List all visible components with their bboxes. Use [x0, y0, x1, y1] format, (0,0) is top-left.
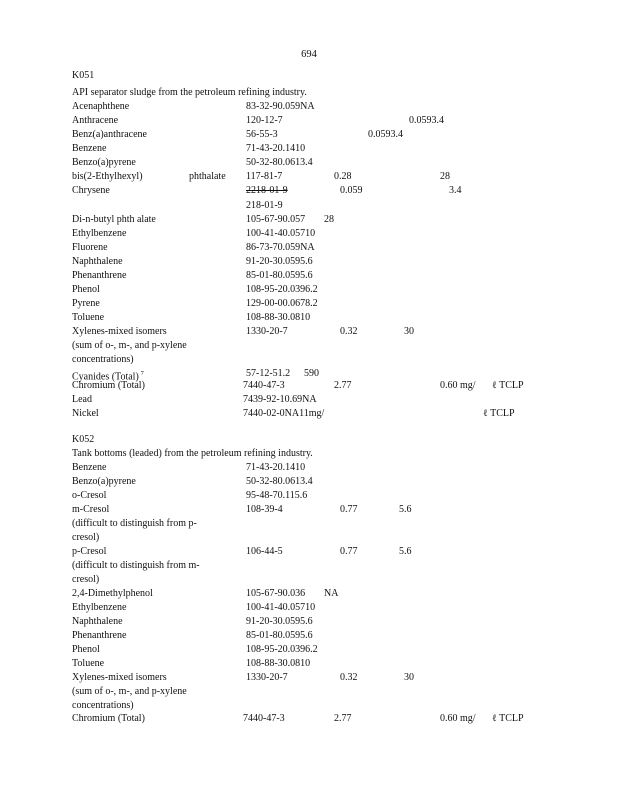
text-cell: 28 [440, 171, 450, 182]
text-line [0, 170, 618, 184]
text-line [0, 531, 618, 545]
text-line [0, 559, 618, 573]
text-line [0, 339, 618, 353]
text-cell: Chrysene [72, 185, 110, 196]
text-line [0, 407, 618, 421]
text-line [0, 255, 618, 269]
text-line [0, 100, 618, 114]
text-cell: K052 [72, 434, 95, 445]
text-line [0, 393, 618, 407]
text-cell: 7440-47-3 [243, 713, 285, 724]
text-cell: Pyrene [72, 298, 100, 309]
text-cell: Di-n-butyl phth alate [72, 214, 156, 225]
text-line [0, 615, 618, 629]
text-cell: 0.60 mg/ [440, 380, 476, 391]
text-cell: cresol) [72, 532, 100, 543]
text-cell: 7440-47-3 [243, 380, 285, 391]
text-cell: phthalate [189, 171, 226, 182]
text-cell: (difficult to distinguish from m- [72, 560, 200, 571]
page-number: 694 [301, 49, 317, 60]
text-line [0, 325, 618, 339]
text-cell: 108-95-20.0396.2 [246, 284, 318, 295]
text-cell: ℓ TCLP [483, 408, 515, 419]
text-cell: 71-43-20.1410 [246, 143, 306, 154]
text-line [0, 311, 618, 325]
text-cell: ℓ TCLP [492, 380, 524, 391]
text-cell: 218-01-9 [246, 200, 283, 211]
text-cell: 7440-02-0NA11mg/ [243, 408, 325, 419]
text-line [0, 227, 618, 241]
text-cell: Chromium (Total) [72, 380, 145, 391]
text-line [0, 447, 618, 461]
text-cell: p-Cresol [72, 546, 107, 557]
text-cell: Xylenes-mixed isomers [72, 672, 167, 683]
text-cell: 30 [404, 326, 414, 337]
text-cell: Toluene [72, 658, 105, 669]
text-cell: 57-12-51.2 [246, 368, 291, 379]
text-line [0, 213, 618, 227]
text-line [0, 671, 618, 685]
text-cell: 120-12-7 [246, 115, 283, 126]
text-cell: 2218-01-9 [246, 185, 288, 196]
text-cell: Toluene [72, 312, 105, 323]
text-cell: Phenanthrene [72, 270, 127, 281]
text-cell: 105-67-90.036 [246, 588, 306, 599]
text-cell: 0.60 mg/ [440, 713, 476, 724]
text-line [0, 156, 618, 170]
text-cell: Acenaphthene [72, 101, 130, 112]
text-cell: 7439-92-10.69NA [243, 394, 317, 405]
text-cell: 95-48-70.115.6 [246, 490, 308, 501]
text-cell: 85-01-80.0595.6 [246, 270, 313, 281]
text-cell: Ethylbenzene [72, 228, 127, 239]
text-cell: 0.32 [340, 326, 358, 337]
text-cell: 117-81-7 [246, 171, 283, 182]
text-line [0, 241, 618, 255]
text-cell: ℓ TCLP [492, 713, 524, 724]
text-cell: 1330-20-7 [246, 672, 288, 683]
text-line [0, 503, 618, 517]
text-cell: Benzo(a)pyrene [72, 476, 136, 487]
text-cell: 5.6 [399, 504, 412, 515]
text-cell: Phenol [72, 284, 100, 295]
text-cell: 108-88-30.0810 [246, 658, 311, 669]
text-cell: 100-41-40.05710 [246, 228, 316, 239]
text-cell: (sum of o-, m-, and p-xylene [72, 686, 187, 697]
text-line [0, 461, 618, 475]
text-cell: 5.6 [399, 546, 412, 557]
text-cell: 3.4 [449, 185, 462, 196]
text-cell: Benzene [72, 462, 107, 473]
text-line [0, 517, 618, 531]
text-cell: Benzo(a)pyrene [72, 157, 136, 168]
text-cell: Benzene [72, 143, 107, 154]
text-cell: m-Cresol [72, 504, 110, 515]
text-cell: K051 [72, 70, 95, 81]
text-cell: 2.77 [334, 380, 352, 391]
text-cell: Naphthalene [72, 256, 123, 267]
text-cell: 91-20-30.0595.6 [246, 256, 313, 267]
text-line [0, 269, 618, 283]
text-line [0, 489, 618, 503]
text-cell: 28 [324, 214, 334, 225]
footnote-marker: 7 [140, 371, 144, 377]
text-cell: 50-32-80.0613.4 [246, 157, 313, 168]
text-line [0, 433, 618, 447]
text-line [0, 86, 618, 100]
text-cell: (difficult to distinguish from p- [72, 518, 197, 529]
text-cell: 108-88-30.0810 [246, 312, 311, 323]
text-line [0, 699, 618, 713]
text-line [0, 573, 618, 587]
text-line [0, 601, 618, 615]
text-cell: concentrations) [72, 700, 134, 711]
text-line [0, 587, 618, 601]
text-cell: 0.059 [340, 185, 363, 196]
text-line [0, 545, 618, 559]
text-cell: 590 [304, 368, 319, 379]
text-line [0, 712, 618, 726]
text-cell: bis(2-Ethylhexyl) [72, 171, 143, 182]
text-cell: 106-44-5 [246, 546, 283, 557]
text-cell: API separator sludge from the petroleum refining industry. [72, 87, 307, 98]
text-line [0, 379, 618, 393]
text-cell: Cyanides (Total) $^7$ [72, 371, 144, 383]
text-cell: 129-00-00.0678.2 [246, 298, 318, 309]
text-cell: Fluorene [72, 242, 108, 253]
text-cell: 2,4-Dimethylphenol [72, 588, 153, 599]
text-cell: cresol) [72, 574, 100, 585]
text-cell: Naphthalene [72, 616, 123, 627]
text-cell: Chromium (Total) [72, 713, 145, 724]
text-cell: 0.0593.4 [409, 115, 444, 126]
text-line [0, 657, 618, 671]
text-cell: 1330-20-7 [246, 326, 288, 337]
text-cell: (sum of o-, m-, and p-xylene [72, 340, 187, 351]
text-cell: Phenol [72, 644, 100, 655]
text-cell: 108-95-20.0396.2 [246, 644, 318, 655]
text-cell: concentrations) [72, 354, 134, 365]
text-line [0, 475, 618, 489]
text-cell: 0.77 [340, 504, 358, 515]
text-cell: o-Cresol [72, 490, 107, 501]
text-cell: 56-55-3 [246, 129, 278, 140]
text-line [0, 685, 618, 699]
text-line [0, 184, 618, 198]
text-cell: Lead [72, 394, 92, 405]
text-line [0, 128, 618, 142]
text-cell: Nickel [72, 408, 99, 419]
text-cell: 0.32 [340, 672, 358, 683]
text-line [0, 353, 618, 367]
text-cell: 2.77 [334, 713, 352, 724]
text-cell: 0.77 [340, 546, 358, 557]
text-cell: Benz(a)anthracene [72, 129, 147, 140]
text-line [0, 297, 618, 311]
text-cell: 50-32-80.0613.4 [246, 476, 313, 487]
text-cell: 0.28 [334, 171, 352, 182]
text-cell: Xylenes-mixed isomers [72, 326, 167, 337]
text-cell: 91-20-30.0595.6 [246, 616, 313, 627]
text-cell: 85-01-80.0595.6 [246, 630, 313, 641]
text-cell: 0.0593.4 [368, 129, 403, 140]
text-cell: 100-41-40.05710 [246, 602, 316, 613]
text-cell: 105-67-90.057 [246, 214, 306, 225]
text-line [0, 629, 618, 643]
text-line [0, 142, 618, 156]
text-cell: 71-43-20.1410 [246, 462, 306, 473]
text-cell: Ethylbenzene [72, 602, 127, 613]
text-line [0, 643, 618, 657]
text-cell: NA [324, 588, 339, 599]
text-cell: 30 [404, 672, 414, 683]
text-cell: Phenanthrene [72, 630, 127, 641]
text-cell: 86-73-70.059NA [246, 242, 315, 253]
text-line [0, 114, 618, 128]
text-cell: Anthracene [72, 115, 119, 126]
text-cell: Tank bottoms (leaded) from the petroleum refining industry. [72, 448, 313, 459]
text-line [0, 199, 618, 213]
text-line [0, 69, 618, 83]
text-cell: 108-39-4 [246, 504, 283, 515]
text-cell: 83-32-90.059NA [246, 101, 315, 112]
text-line [0, 283, 618, 297]
